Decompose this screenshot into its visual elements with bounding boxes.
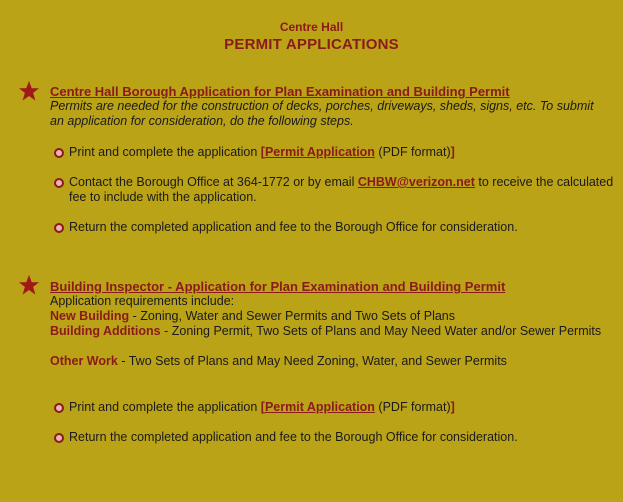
requirements-intro: Application requirements include: xyxy=(50,294,235,308)
list-item: Return the completed application and fee to the Borough Office for consideration. xyxy=(54,220,614,235)
bullet-icon xyxy=(54,403,64,413)
list-item: Contact the Borough Office at 364-1772 or by email CHBW@verizon.net to receive the calculated fee to include with the application. xyxy=(54,175,614,205)
bullet-icon xyxy=(54,148,64,158)
section-intro-borough: Permits are needed for the construction of decks, porches, driveways, sheds, signs, etc. To submit an application for consideration, do the following steps. xyxy=(50,99,594,128)
bullet-icon xyxy=(54,178,64,188)
section-title-borough[interactable]: Centre Hall Borough Application for Plan Examination and Building Permit xyxy=(50,84,510,99)
page-header xyxy=(0,20,623,53)
requirement-item: New Building - Zoning, Water and Sewer Permits and Two Sets of Plans xyxy=(50,309,456,323)
page-title: PERMIT APPLICATIONS xyxy=(224,36,399,53)
permit-application-link[interactable]: Permit Application xyxy=(264,400,375,414)
star-icon xyxy=(18,80,40,102)
section-title-inspector[interactable]: Building Inspector - Application for Plan Examination and Building Permit xyxy=(50,279,506,294)
permit-application-link[interactable]: Permit Application xyxy=(264,145,375,159)
list-item: Print and complete the application [Permit Application (PDF format)] xyxy=(54,400,614,415)
list-item: Return the completed application and fee to the Borough Office for consideration. xyxy=(54,430,614,445)
requirement-item: Other Work - Two Sets of Plans and May Need Zoning, Water, and Sewer Permits xyxy=(50,354,507,368)
bullet-icon xyxy=(54,433,64,443)
list-item: Print and complete the application [Permit Application (PDF format)] xyxy=(54,145,614,160)
bullet-icon xyxy=(54,223,64,233)
star-icon xyxy=(18,274,40,296)
requirement-item: Building Additions - Zoning Permit, Two Sets of Plans and May Need Water and/or Sewer Permits xyxy=(50,324,602,338)
email-link[interactable]: CHBW@verizon.net xyxy=(357,175,475,189)
page-subtitle: Centre Hall xyxy=(279,20,344,34)
